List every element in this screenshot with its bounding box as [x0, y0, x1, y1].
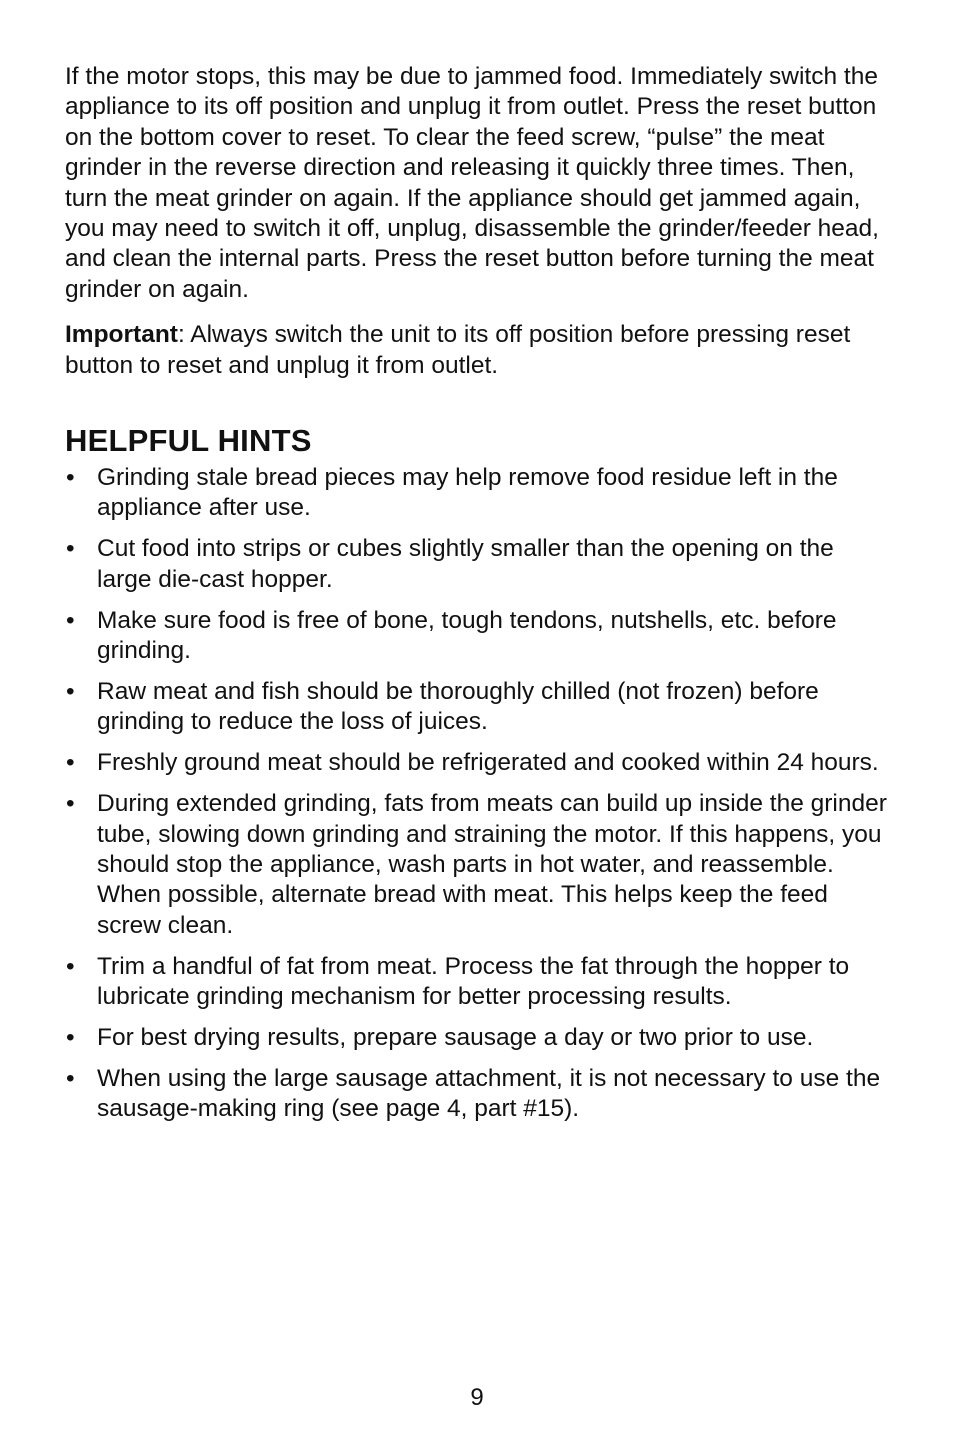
hint-item — [65, 606, 895, 667]
hint-text: Cut food into strips or cubes slightly smaller than the opening on the large die-cast hopper. — [97, 535, 834, 593]
bullet-icon: • — [66, 535, 75, 563]
bullet-icon: • — [66, 1024, 75, 1052]
important-note — [65, 320, 895, 381]
hint-item — [65, 534, 895, 595]
hint-text: When using the large sausage attachment, it is not necessary to use the sausage-making ring (see page 4, part #15). — [97, 1064, 881, 1123]
bullet-icon: • — [66, 1064, 75, 1092]
hint-text: During extended grinding, fats from meats can build up inside the grinder tube, slowing down grinding and straining the motor. If this happens, you should stop the appliance, wash parts in hot water, and reassemble. When possible, alternate bread with meat. This helps keep the feed screw clean. — [97, 790, 887, 939]
bullet-icon: • — [66, 606, 75, 634]
hint-text: Freshly ground meat should be refrigerated and cooked within 24 hours. — [97, 749, 879, 777]
hint-text: Make sure food is free of bone, tough tendons, nutshells, etc. before grinding. — [97, 606, 837, 665]
hint-item — [65, 952, 895, 1013]
important-label: Important — [65, 321, 178, 349]
important-text: : Always switch the unit to its off position before pressing reset button to reset and unplug it from outlet. — [65, 321, 851, 379]
document-page — [65, 62, 895, 1135]
hint-item — [65, 677, 895, 738]
hint-item — [65, 748, 895, 778]
section-heading-helpful-hints: HELPFUL HINTS — [65, 423, 312, 459]
hint-item — [65, 1064, 895, 1125]
hint-text: Trim a handful of fat from meat. Process the fat through the hopper to lubricate grinding mechanism for better processing results. — [97, 952, 850, 1011]
hint-item — [65, 789, 895, 941]
intro-paragraph: If the motor stops, this may be due to jammed food. Immediately switch the appliance to its off position and unplug it from outlet. Press the reset button on the bottom cover to reset. To clear the feed screw, “pulse” the meat grinder in the reverse direction and releasing it quickly three times. Then, turn the meat grinder on again. If the appliance should get jammed again, you may need to switch it off, unplug, disassemble the grinder/feeder head, and clean the internal parts. Press the reset button before turning the meat grinder on again. — [65, 63, 879, 303]
bullet-icon: • — [66, 952, 75, 980]
bullet-icon: • — [66, 678, 75, 705]
bullet-icon: • — [66, 749, 75, 777]
bullet-icon: • — [66, 790, 75, 818]
helpful-hints-list — [65, 463, 895, 1125]
page-number: 9 — [470, 1384, 484, 1411]
hint-text: Grinding stale bread pieces may help remove food residue left in the appliance after use. — [97, 464, 838, 522]
bullet-icon: • — [66, 464, 75, 492]
hint-text: Raw meat and fish should be thoroughly chilled (not frozen) before grinding to reduce the loss of juices. — [97, 678, 819, 736]
hint-item — [65, 1023, 895, 1053]
hint-item — [65, 463, 895, 524]
hint-text: For best drying results, prepare sausage a day or two prior to use. — [97, 1024, 814, 1052]
